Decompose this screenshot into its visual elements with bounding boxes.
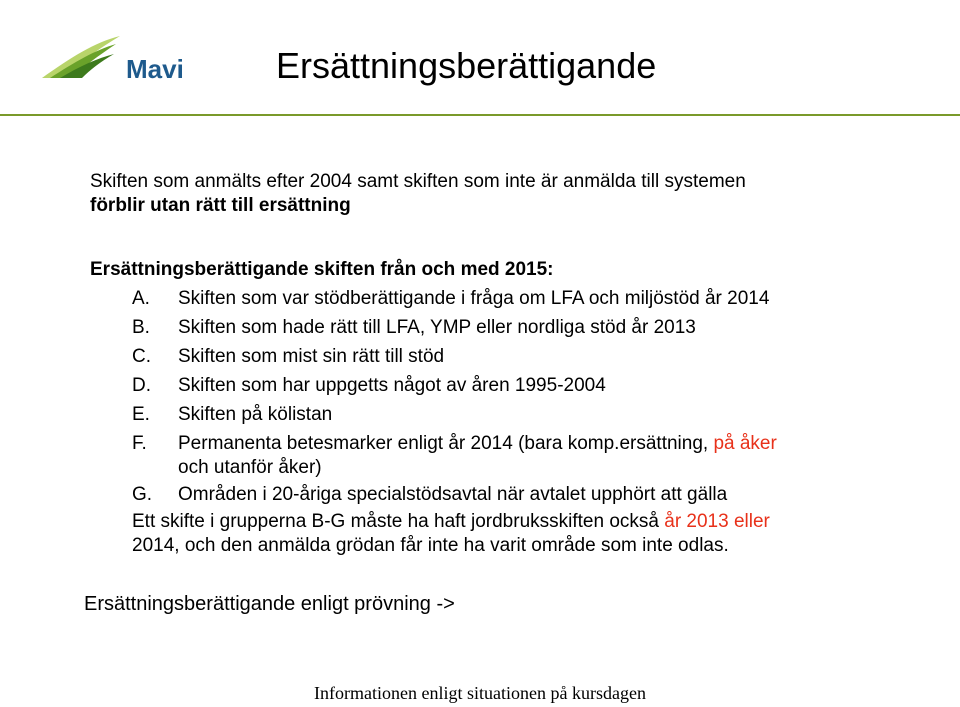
item-letter: A. xyxy=(132,288,150,309)
item-letter: B. xyxy=(132,317,150,338)
intro-line-1: Skiften som anmälts efter 2004 samt skiften som inte är anmälda till systemen xyxy=(90,171,746,192)
note-highlight: år 2013 eller xyxy=(664,511,770,532)
item-text xyxy=(178,432,777,480)
list-heading: Ersättningsberättigande skiften från och med 2015: xyxy=(90,259,554,280)
title-divider xyxy=(0,114,960,116)
mavi-logo xyxy=(40,28,210,86)
item-text: Områden i 20-åriga specialstödsavtal när avtalet upphört att gälla xyxy=(178,484,728,505)
leaf-swoosh-icon xyxy=(40,28,210,86)
page-title: Ersättningsberättigande xyxy=(276,45,657,86)
item-letter: D. xyxy=(132,375,151,396)
requirement-note xyxy=(132,510,770,558)
intro-paragraph xyxy=(90,170,746,218)
item-letter: C. xyxy=(132,346,151,367)
item-letter: F. xyxy=(132,433,147,454)
note-text: 2014, och den anmälda grödan får inte ha varit område som inte odlas. xyxy=(132,535,729,556)
item-text: Skiften som hade rätt till LFA, YMP eller nordliga stöd år 2013 xyxy=(178,317,696,338)
item-text-part: Permanenta betesmarker enligt år 2014 (bara komp.ersättning, xyxy=(178,433,714,454)
assessment-link-text: Ersättningsberättigande enligt prövning -> xyxy=(84,593,455,615)
item-text: Skiften på kölistan xyxy=(178,404,333,425)
item-text: Skiften som mist sin rätt till stöd xyxy=(178,346,445,367)
item-text: Skiften som har uppgetts något av åren 1995-2004 xyxy=(178,375,606,396)
intro-line-2: förblir utan rätt till ersättning xyxy=(90,195,351,216)
item-letter: E. xyxy=(132,404,150,425)
item-text: Skiften som var stödberättigande i fråga om LFA och miljöstöd år 2014 xyxy=(178,288,770,309)
item-text-part: och utanför åker) xyxy=(178,457,322,478)
note-text: Ett skifte i grupperna B-G måste ha haft jordbruksskiften också xyxy=(132,511,665,532)
item-letter: G. xyxy=(132,484,153,505)
logo-text: Mavi xyxy=(126,54,184,84)
footer-caption: Informationen enligt situationen på kursdagen xyxy=(314,683,646,703)
item-text-highlight: på åker xyxy=(713,433,777,454)
